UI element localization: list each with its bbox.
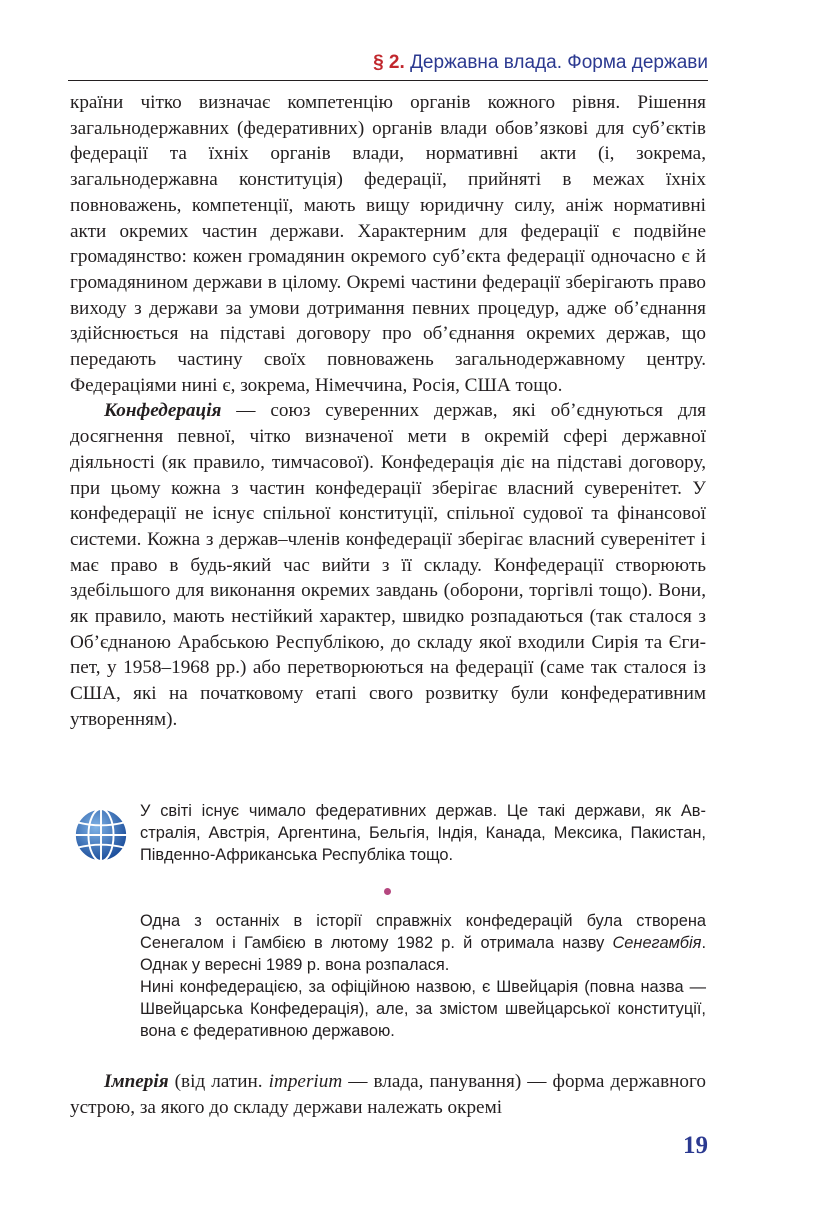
globe-icon [72,806,130,864]
note-senegambia-end: . Однак у вересні 1989 р. вона розпалася. [140,934,706,974]
paragraph-confederation [70,398,706,732]
note-senegambia-text: Одна з останніх в історії справжніх конфедерацій була створена Сенегалом і Гамбією в лютому 1982 р. й отримала назву [140,912,706,952]
term-empire: Імперія [104,1071,169,1092]
running-header [68,50,708,81]
note-federations [140,800,706,866]
empire-text [70,1069,706,1120]
note-federations-text: У світі існує чимало федеративних держав. Це такі держави, як Австралія, Австрія, Аргентина, Бельгія, Індія, Канада, Мексика, Пакистан, Південно-Африканська Республіка тощо. [140,802,706,864]
paragraph-federation: країни чітко визначає компетенцію органів кожного рівня. Рішення загальнодержавних (федеративних) органів влади обов’язкові для суб’єктів федерації та їхніх органів влади, нормативні акти (і, зокрема, загальнодержавна конституція) федерації, прийняті в межах їхніх повноважень, компетенції, мають вищу юридичну силу, аніж нормативні акти окремих частин держави. Характерним для федерації є подвійне громадянство: кожен громадянин окремого суб’єкта федерації одночасно є й громадянином держави в цілому. Окремі частини федерації зберігають право виходу з держави за умови дотримання певних процедур, адже об’єднання здійснюється на підставі договору про об’єднання окремих держав, що передають частину своїх повноважень загальнодержавному центру. Федераціями нині є, зокрема, Німеччина, Росія, США тощо. [70,92,706,396]
latin-word: imperium [268,1071,343,1092]
senegambia-name: Сенегамбія [612,934,702,952]
page-number: 19 [683,1132,708,1159]
note-senegambia [140,910,706,976]
empire-def-end: — влада, панування) — форма державного устрою, за якого до складу держави належать окремі [70,1071,707,1118]
note-switzerland: Нині конфедерацією, за офіційною назвою, є Швейцарія (повна назва — Швейцарська Конфедерація), але, за змістом швейцарської конституції, вона є федеративною державою. [140,978,706,1040]
note-confederations [140,910,706,1042]
main-text [70,90,706,733]
paragraph-empire [70,1069,706,1120]
confederation-definition: — союз суверенних держав, які об’єднуються для досягнення певної, чітко визначеної мети в окремій сфері державної діяльності (як правило, тимчасової). Конфедерація діє на підставі договору, при цьому кожна з частин конфедерації зберігає власний суверенітет. У конфедерації не існує спільної конституції, спільної судової та фінансової системи. Кожна з держав–членів конфедерації зберігає власний суверенітет і має право в будь-який час вийти з її складу. Конфедерації створюють здебільшого для виконання окремих завдань (оборони, торгівлі тощо). Вони, як правило, мають нестійкий характер, швидко розпадаються (так сталося з Об’єднаною Арабською Республікою, до складу якої входили Сирія та Єгипет, у 1958–1968 рр.) або перетворюються на федерації (саме так сталося із США, які на початковому етапі свого розвитку були конфедеративним утворенням). [70,400,706,730]
dot-separator [384,888,391,895]
section-number: § 2. [373,52,405,73]
section-title: Державна влада. Форма держави [410,52,708,73]
header-title [373,52,708,74]
empire-def-start: (від латин. [168,1071,269,1092]
term-confederation: Конфедерація [104,400,222,422]
